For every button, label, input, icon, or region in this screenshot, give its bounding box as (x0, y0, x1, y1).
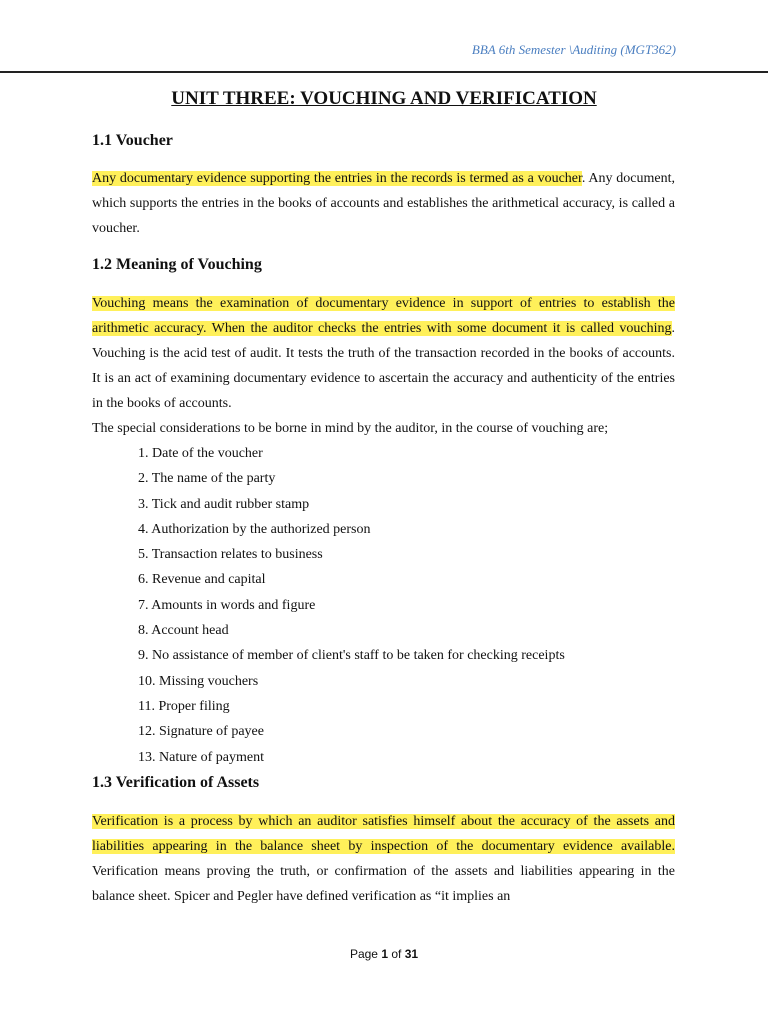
page-number: 1 (381, 947, 388, 961)
list-item: 11. Proper filing (138, 698, 230, 714)
section-heading-vouching: 1.2 Meaning of Vouching (92, 256, 262, 273)
body-text: . Any document, which supports the entries in the books of accounts and establishes the arithmetical accuracy, is called a voucher. (92, 171, 675, 236)
header-rule (0, 71, 768, 73)
highlighted-text: Vouching means the examination of documentary evidence in support of entries to establish the arithmetic accuracy. When the auditor checks the entries with some document it is called vouching (92, 296, 675, 336)
list-item: 5. Transaction relates to business (138, 547, 323, 563)
page-title: UNIT THREE: VOUCHING AND VERIFICATION (171, 88, 597, 109)
considerations-list (138, 441, 565, 770)
body-text: Verification means proving the truth, or confirmation of the assets and liabilities appearing in the balance sheet. Spicer and Pegler have defined verification as “it implies an (92, 864, 675, 904)
list-item: 7. Amounts in words and figure (138, 597, 316, 613)
voucher-paragraph (92, 166, 675, 241)
list-item: 6. Revenue and capital (138, 572, 266, 588)
running-header: BBA 6th Semester \Auditing (MGT362) (471, 42, 676, 57)
section-heading-verification: 1.3 Verification of Assets (92, 774, 260, 791)
list-item: 9. No assistance of member of client's staff to be taken for checking receipts (138, 648, 565, 664)
page-footer (0, 947, 768, 961)
list-item: 1. Date of the voucher (138, 446, 263, 461)
highlighted-text: Any documentary evidence supporting the entries in the records is termed as a voucher (92, 171, 582, 186)
list-item: 10. Missing vouchers (138, 673, 259, 689)
body-text: . Vouching is the acid test of audit. It tests the truth of the transaction recorded in the books of accounts. It is an act of examining documentary evidence to ascertain the accuracy and authenticity of the entries in the books of accounts. (92, 321, 675, 411)
section-heading-voucher: 1.1 Voucher (92, 132, 173, 149)
list-item: 12. Signature of payee (138, 724, 264, 740)
vouching-paragraph (92, 291, 675, 416)
highlighted-text: Verification is a process by which an auditor satisfies himself about the accuracy of the assets and liabilities appearing in the balance sheet by inspection of the documentary evidence available. (92, 814, 675, 854)
list-item: 13. Nature of payment (138, 749, 264, 765)
page-total: 31 (404, 947, 419, 961)
page-word: Page (349, 947, 378, 961)
of-word: of (391, 947, 402, 961)
list-item: 2. The name of the party (138, 471, 276, 487)
verification-paragraph (92, 809, 675, 909)
list-item: 4. Authorization by the authorized person (138, 521, 371, 537)
list-item: 8. Account head (138, 623, 229, 639)
considerations-intro: The special considerations to be borne in mind by the auditor, in the course of vouching are; (92, 421, 609, 436)
list-item: 3. Tick and audit rubber stamp (138, 496, 310, 512)
